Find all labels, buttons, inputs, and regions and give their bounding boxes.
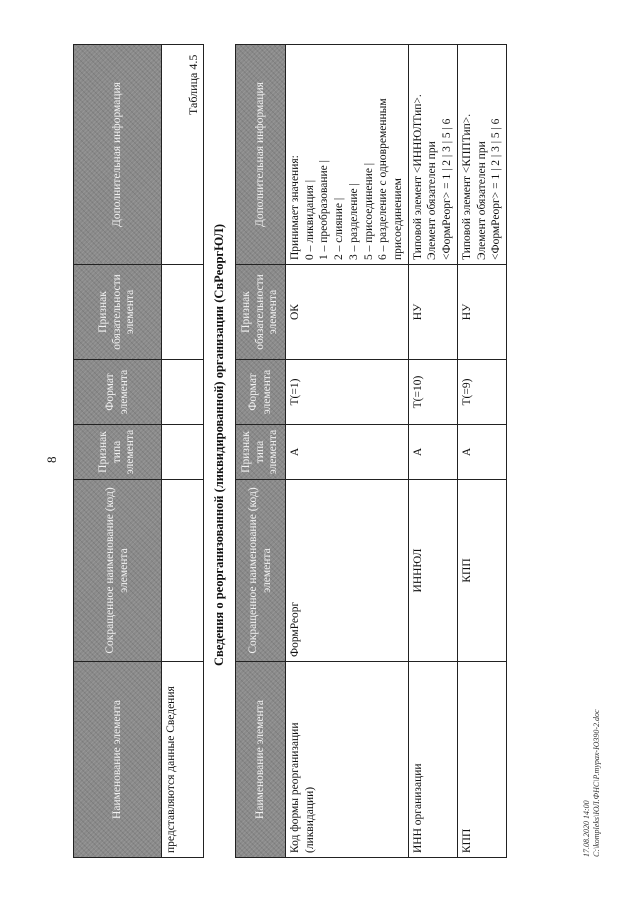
info-line: Типовой элемент <ИННЮЛТип>. [411, 94, 424, 260]
cell-name: КПП [457, 662, 506, 858]
header-name: Наименование элемента [236, 662, 286, 858]
info-line: 3 – разделение | [347, 183, 360, 260]
info-line: 2 – слияние | [333, 197, 346, 260]
info-line: 5 – присоединение | [362, 162, 375, 260]
cell-required: НУ [457, 265, 506, 360]
header-format: Формат элемента [236, 360, 286, 425]
table-number: Таблица 4.5 [186, 54, 200, 115]
cell-required: НУ [408, 265, 457, 360]
file-footer [582, 709, 602, 857]
cell-code: ИННЮЛ [408, 480, 457, 662]
header-name: Наименование элемента [74, 662, 162, 858]
top-table [73, 44, 204, 858]
table-row [162, 45, 204, 858]
info-line: 1 – преобразование | [318, 160, 331, 260]
cell-format: T(=9) [457, 360, 506, 425]
cell-required: ОК [286, 265, 409, 360]
header-type: Признак типа элемента [74, 425, 162, 480]
info-line: Принимает значения: [289, 155, 301, 260]
info-line: 6 – разделение с одновременным присоединением [377, 98, 405, 260]
cell-name: Код формы реорганизации (ликвидации) [286, 662, 409, 858]
footer-timestamp: 17.08.2020 14:00 [582, 800, 591, 857]
header-info: Дополнительная информация [74, 45, 162, 265]
info-line: 0 – ликвидация | [303, 179, 316, 260]
cell-info [286, 45, 409, 265]
info-line: Типовой элемент <КППТип>. [460, 113, 473, 260]
cell-info [457, 45, 506, 265]
header-format: Формат элемента [74, 360, 162, 425]
cell-name: ИНН организации [408, 662, 457, 858]
cell-format: T(=10) [408, 360, 457, 425]
table-row [408, 45, 457, 858]
cell-type [162, 425, 204, 480]
header-required: Признак обязательности элемента [236, 265, 286, 360]
header-code: Сокращенное наименование (код) элемента [74, 480, 162, 662]
header-info: Дополнительная информация [236, 45, 286, 265]
cell-type: А [408, 425, 457, 480]
table-row [457, 45, 506, 858]
info-line: Элемент обязателен при [426, 141, 439, 260]
cell-code: КПП [457, 480, 506, 662]
cell-format: T(=1) [286, 360, 409, 425]
cell-format [162, 360, 204, 425]
header-code: Сокращенное наименование (код) элемента [236, 480, 286, 662]
cell-name: представляются данные Сведения [162, 662, 204, 858]
info-line: <ФормРеорг> = 1 | 2 | 3 | 5 | 6 [441, 118, 454, 260]
header-type: Признак типа элемента [236, 425, 286, 480]
cell-type: А [286, 425, 409, 480]
header-required: Признак обязательности элемента [74, 265, 162, 360]
page-number: 8 [44, 456, 59, 463]
table-caption: Сведения о реорганизованной (ликвидированной) организации (СвРеоргЮЛ) [212, 224, 226, 666]
info-line: Элемент обязателен при [475, 141, 488, 260]
cell-code [162, 480, 204, 662]
main-table [235, 44, 507, 858]
footer-filepath: C:\kompleks\ЮЛ.ФНС\Р.mypax-Ю390-2.doc [592, 709, 601, 857]
cell-info [408, 45, 457, 265]
cell-required [162, 265, 204, 360]
cell-code: ФормРеорг [286, 480, 409, 662]
info-line: <ФормРеорг> = 1 | 2 | 3 | 5 | 6 [490, 118, 503, 260]
cell-type: А [457, 425, 506, 480]
table-row [286, 45, 409, 858]
